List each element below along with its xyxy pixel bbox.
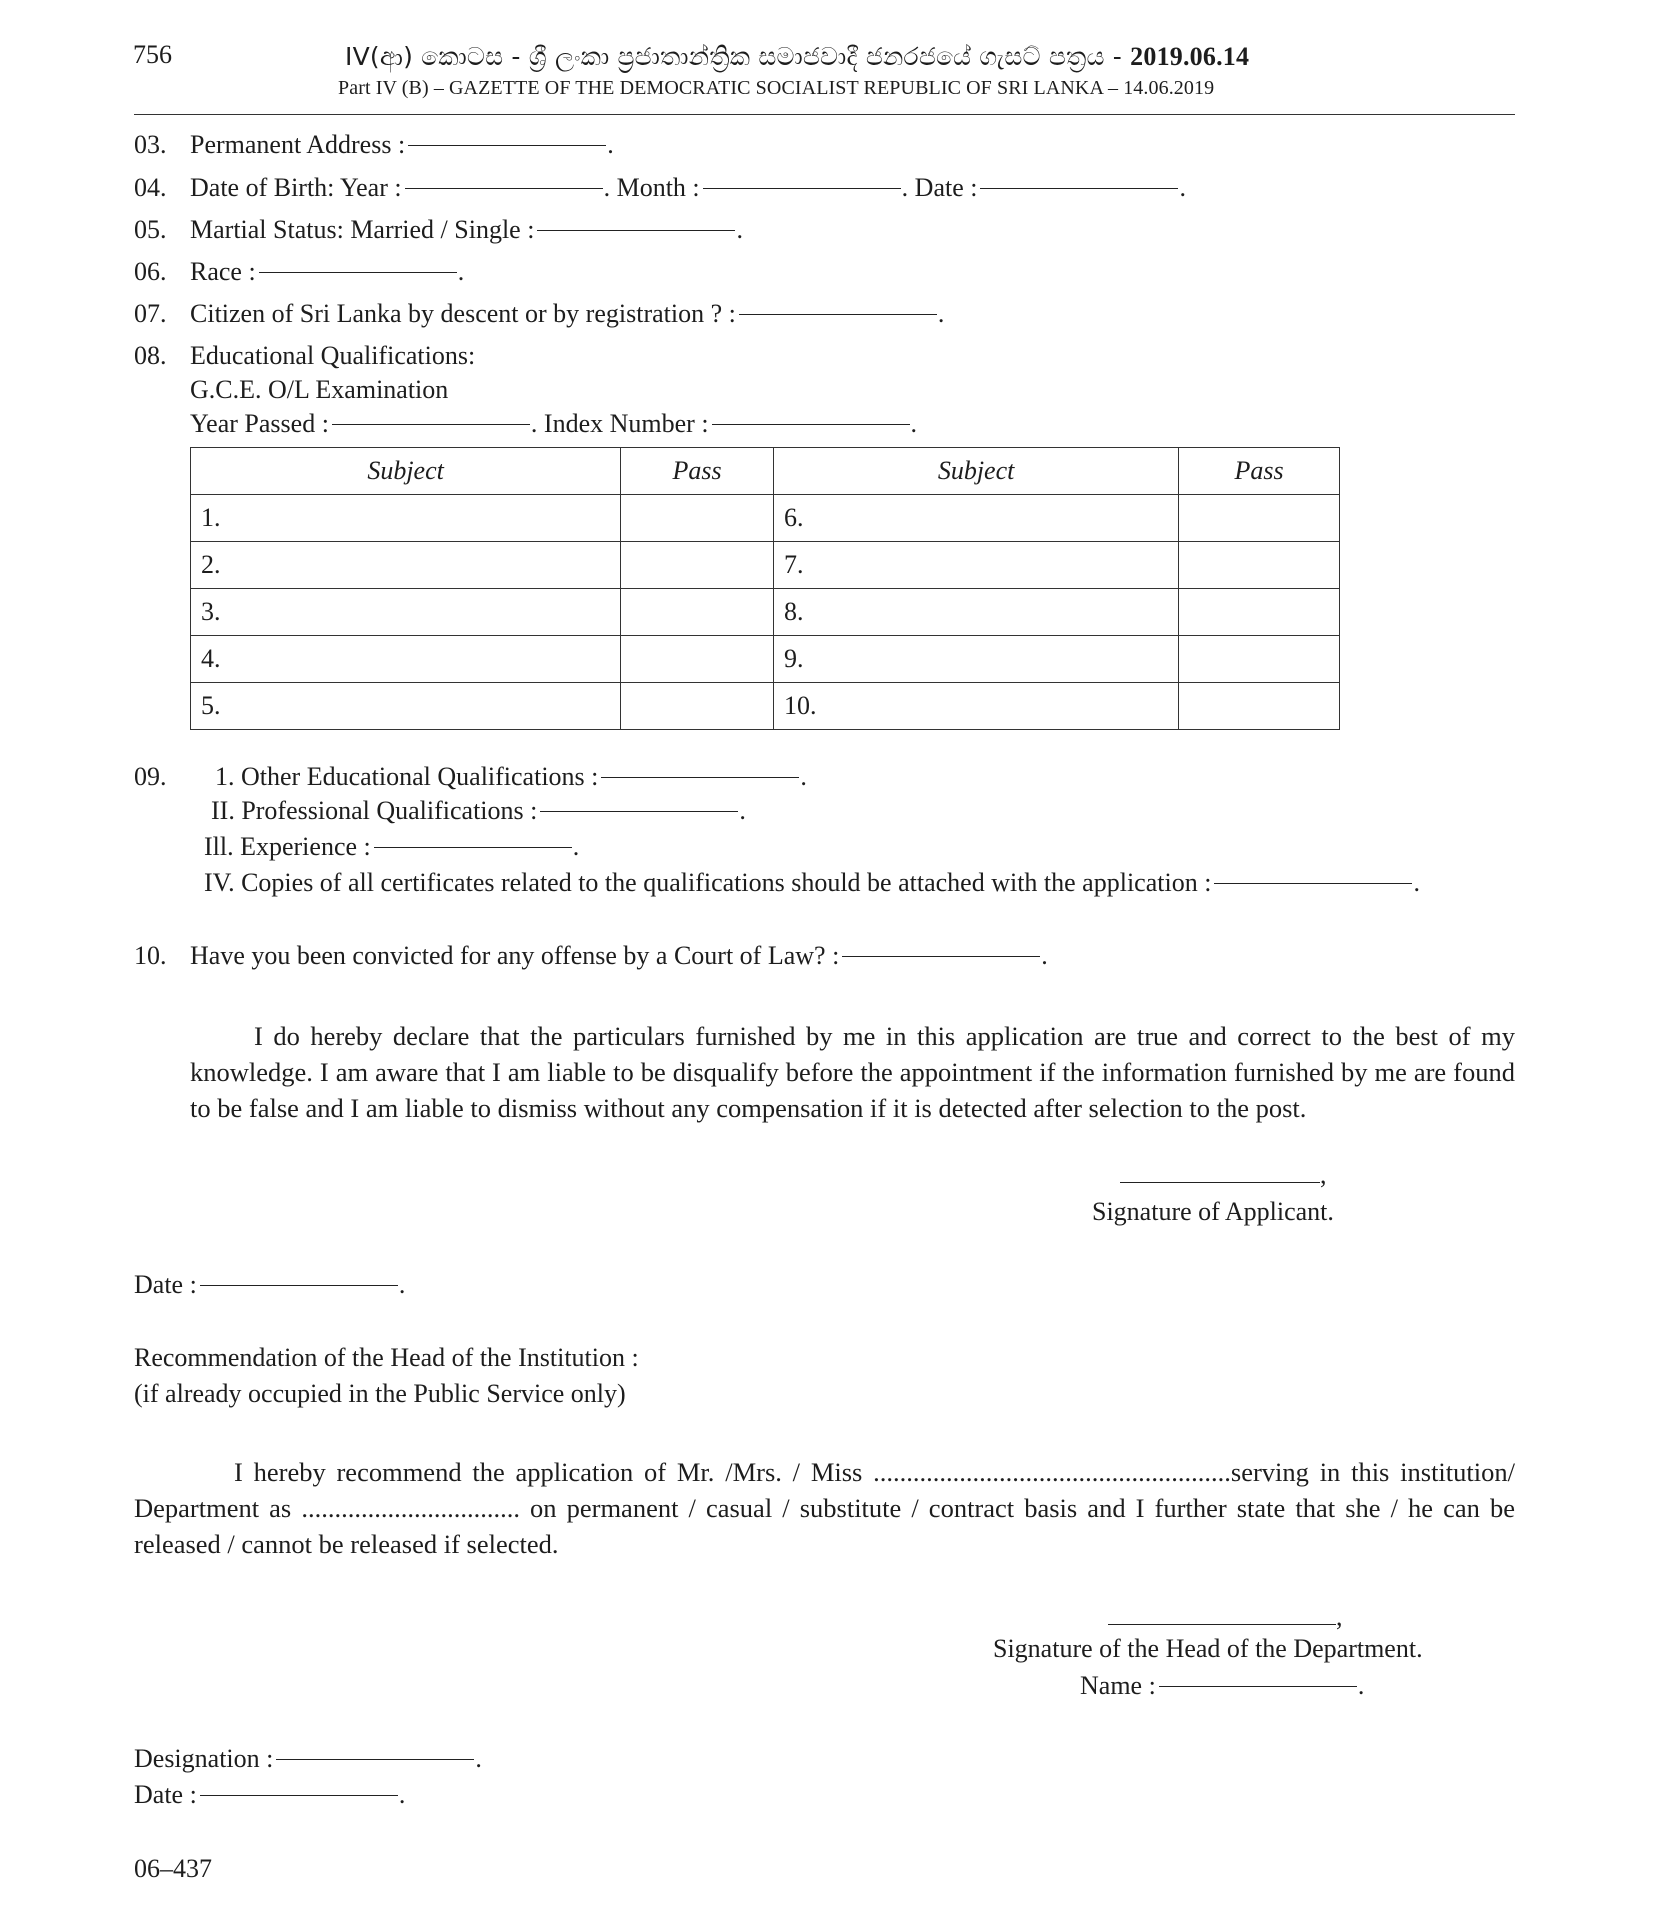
punct: .	[457, 257, 465, 286]
table-row	[191, 589, 1340, 636]
pass-cell[interactable]	[621, 636, 774, 683]
pass-cell[interactable]	[621, 542, 774, 589]
field-name	[1080, 1669, 1364, 1703]
column-header: Subject	[191, 448, 621, 495]
column-header: Pass	[1179, 448, 1340, 495]
punct: .	[398, 1270, 406, 1299]
field-other-qualifications	[215, 760, 807, 794]
field-label: Ill. Experience :	[204, 832, 371, 861]
subject-cell[interactable]: 9.	[773, 636, 1178, 683]
punct: ,	[1320, 1160, 1327, 1189]
fill-blank[interactable]	[374, 847, 572, 848]
field-label: Name :	[1080, 1671, 1156, 1700]
month-blank[interactable]	[703, 188, 901, 189]
pass-cell[interactable]	[1179, 495, 1340, 542]
punct: .	[937, 299, 945, 328]
field-label: 1. Other Educational Qualifications :	[215, 762, 599, 791]
results-table	[190, 447, 1340, 730]
punct: ,	[1336, 1602, 1343, 1631]
declaration-paragraph: I do hereby declare that the particulars furnished by me in this application are true and correct to the best of my knowledge. I am aware that I am liable to be disqualify before the appointment if the information furnished by me are found to be false and I am liable to dismiss without any compensation if it is detected after selection to the post.	[190, 1021, 1515, 1123]
field-professional-qualifications	[211, 794, 746, 828]
field-label: Race :	[190, 257, 256, 286]
year-passed-blank[interactable]	[332, 424, 530, 425]
applicant-signature-label: Signature of Applicant.	[1092, 1197, 1334, 1226]
field-certificates	[204, 866, 1420, 900]
punct: .	[1179, 173, 1186, 202]
page-number: 756	[133, 40, 172, 69]
field-race	[134, 255, 464, 289]
fill-blank[interactable]	[276, 1759, 474, 1760]
field-convictions	[134, 939, 1048, 973]
header-sinhala-date: 2019.06.14	[1130, 42, 1250, 71]
header-sinhala-title	[345, 42, 1249, 72]
item-number: 04.	[134, 173, 167, 202]
field-label: Designation :	[134, 1744, 274, 1773]
field-experience	[204, 830, 579, 864]
field-label: Citizen of Sri Lanka by descent or by registration ? :	[190, 299, 736, 328]
punct: .	[910, 409, 918, 438]
fill-blank[interactable]	[200, 1795, 398, 1796]
field-label: IV. Copies of all certificates related to the qualifications should be attached with the application :	[204, 868, 1212, 897]
fill-blank[interactable]	[537, 230, 735, 231]
punct: .	[739, 796, 746, 825]
punct: .	[475, 1744, 482, 1773]
item-number: 07.	[134, 299, 167, 328]
fill-blank[interactable]	[408, 145, 606, 146]
field-year-index	[190, 407, 917, 441]
field-label: II. Professional Qualifications :	[211, 796, 538, 825]
header-sinhala-text: IV(ආ) කොටස - ශ්‍රී ලංකා ප්‍රජාතාන්ත්‍රික සමාජවාදී ජනරජයේ ගැසට් පත්‍රය -	[345, 42, 1131, 71]
table-header-row	[191, 448, 1340, 495]
punct: .	[800, 762, 807, 791]
recommendation-paragraph: I hereby recommend the application of Mr. /Mrs. / Miss ......................................................serving in this institution/ Department as ................................. on permanent / casual / substitute / contract basis and I further state that she / he can be released / cannot be released if selected.	[134, 1457, 1515, 1559]
signature-blank[interactable]	[1108, 1624, 1336, 1625]
head-signature-label: Signature of the Head of the Department.	[993, 1634, 1423, 1663]
table-row	[191, 636, 1340, 683]
subject-cell[interactable]: 10.	[773, 683, 1178, 730]
year-passed-label: Year Passed :	[190, 409, 329, 438]
fill-blank[interactable]	[1214, 883, 1412, 884]
item-number: 06.	[134, 257, 167, 286]
subject-cell[interactable]: 5.	[191, 683, 621, 730]
pass-cell[interactable]	[1179, 636, 1340, 683]
item-number: 08.	[134, 341, 167, 370]
pass-cell[interactable]	[621, 589, 774, 636]
field-label: Date :	[134, 1780, 197, 1809]
field-marital-status	[134, 213, 743, 247]
subject-cell[interactable]: 6.	[773, 495, 1178, 542]
punct: .	[572, 832, 580, 861]
item-number: 03.	[134, 130, 167, 159]
subject-cell[interactable]: 3.	[191, 589, 621, 636]
pass-cell[interactable]	[1179, 542, 1340, 589]
head-signature-line[interactable]	[1108, 1600, 1343, 1634]
fill-blank[interactable]	[540, 811, 738, 812]
field-date	[134, 1268, 405, 1302]
field-designation	[134, 1742, 482, 1776]
table-row	[191, 495, 1340, 542]
subject-cell[interactable]: 8.	[773, 589, 1178, 636]
column-header: Pass	[621, 448, 774, 495]
column-header: Subject	[773, 448, 1178, 495]
fill-blank[interactable]	[1159, 1686, 1357, 1687]
item-number: 05.	[134, 215, 167, 244]
field-label: Date of Birth: Year :	[190, 173, 402, 202]
subject-cell[interactable]: 4.	[191, 636, 621, 683]
subject-cell[interactable]: 1.	[191, 495, 621, 542]
month-label: . Month :	[603, 173, 700, 202]
field-permanent-address	[134, 128, 614, 162]
header-divider	[134, 114, 1515, 115]
punct: .	[607, 130, 614, 159]
signature-blank[interactable]	[1120, 1182, 1320, 1183]
field-label: Martial Status: Married / Single :	[190, 215, 535, 244]
field-label: Have you been convicted for any offense by a Court of Law? :	[190, 941, 840, 970]
punct: .	[1357, 1671, 1365, 1700]
pass-cell[interactable]	[621, 683, 774, 730]
field-label: Educational Qualifications:	[190, 341, 476, 370]
exam-name: G.C.E. O/L Examination	[190, 375, 449, 404]
fill-blank[interactable]	[842, 956, 1040, 957]
fill-blank[interactable]	[601, 777, 799, 778]
pass-cell[interactable]	[1179, 589, 1340, 636]
fill-blank[interactable]	[259, 272, 457, 273]
field-label: Date :	[134, 1270, 197, 1299]
index-number-label: . Index Number :	[530, 409, 709, 438]
recommendation-title: Recommendation of the Head of the Institution :	[134, 1343, 639, 1372]
punct: .	[1413, 868, 1420, 897]
table-row	[191, 683, 1340, 730]
header-english-title: Part IV (B) – GAZETTE OF THE DEMOCRATIC SOCIALIST REPUBLIC OF SRI LANKA – 14.06.2019	[338, 77, 1215, 99]
footer-code: 06–437	[134, 1854, 212, 1883]
subject-cell[interactable]: 7.	[773, 542, 1178, 589]
index-number-blank[interactable]	[712, 424, 910, 425]
field-date-of-birth	[134, 171, 1186, 205]
table-row	[191, 542, 1340, 589]
punct: .	[736, 215, 743, 244]
field-citizenship	[134, 297, 944, 331]
date-label: . Date :	[901, 173, 978, 202]
punct: .	[398, 1780, 406, 1809]
item-number: 10.	[134, 941, 167, 970]
section-09-number: 09.	[134, 762, 167, 791]
date-blank[interactable]	[980, 188, 1178, 189]
year-blank[interactable]	[405, 188, 603, 189]
pass-cell[interactable]	[621, 495, 774, 542]
field-label: Permanent Address :	[190, 130, 406, 159]
fill-blank[interactable]	[200, 1285, 398, 1286]
field-date-2	[134, 1778, 405, 1812]
recommendation-subtitle: (if already occupied in the Public Service only)	[134, 1379, 626, 1408]
punct: .	[1041, 941, 1048, 970]
subject-cell[interactable]: 2.	[191, 542, 621, 589]
pass-cell[interactable]	[1179, 683, 1340, 730]
applicant-signature-line[interactable]	[1120, 1158, 1327, 1192]
fill-blank[interactable]	[739, 314, 937, 315]
field-educational-qualifications	[134, 339, 475, 373]
